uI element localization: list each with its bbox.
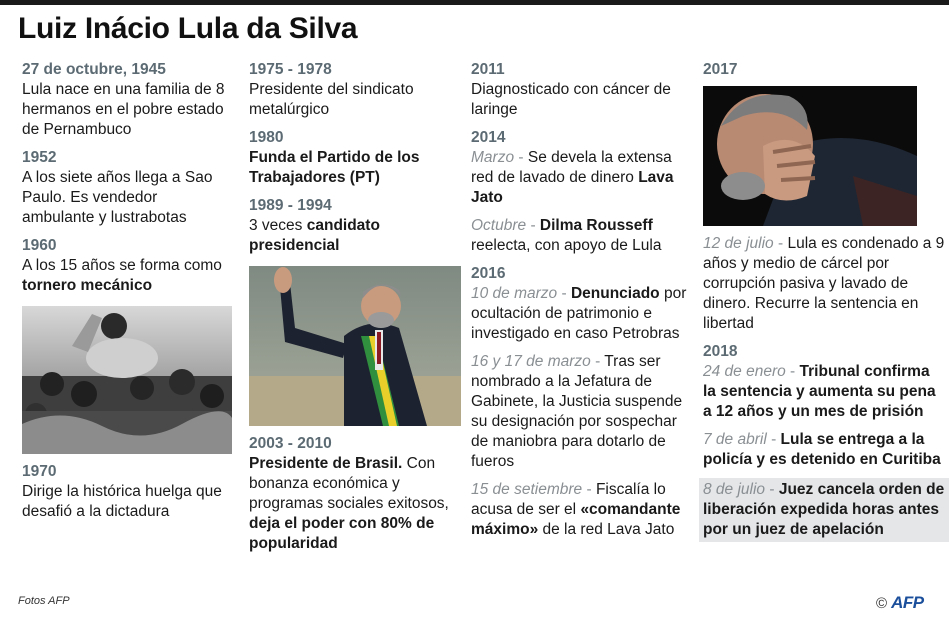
entry-text: A los 15 años se forma como tornero mecánico <box>22 257 222 294</box>
face-photo-image <box>703 86 917 226</box>
entry-text: Lula nace en una familia de 8 hermanos en el pobre estado de Pernambuco <box>22 81 225 138</box>
entry-text: Dirige la histórica huelga que desafió a la dictadura <box>22 483 222 520</box>
entry-year: 1960 <box>22 237 57 254</box>
afp-logo: AFP <box>891 593 924 612</box>
entry-year: 2017 <box>703 61 738 78</box>
entry-text: Marzo - Se devela la extensa red de lavado de dinero Lava Jato <box>471 149 674 206</box>
entry-text: 24 de enero - Tribunal confirma la sentencia y aumenta su pena a 12 años y un mes de prisión <box>703 363 936 420</box>
photo-lula-hand-on-face <box>703 86 917 226</box>
entry-text: 7 de abril - Lula se entrega a la policía y es detenido en Curitiba <box>703 431 941 468</box>
highlighted-entry: 8 de julio - Juez cancela orden de liberación expedida horas antes por un juez de apelación <box>699 478 949 542</box>
afp-branding <box>876 593 924 613</box>
entry-year: 2011 <box>471 61 505 78</box>
entry-text: 12 de julio - Lula es condenado a 9 años y medio de cárcel por corrupción pasiva y lavado de dinero. Recurre la sentencia en libertad <box>703 235 945 332</box>
timeline-column-3 <box>471 60 696 540</box>
entry-text: Presidente del sindicato metalúrgico <box>249 81 414 118</box>
crowd-photo-image <box>22 306 232 454</box>
page-title: Luiz Inácio Lula da Silva <box>18 12 358 45</box>
entry-text: 3 veces candidato presidencial <box>249 217 380 254</box>
photo-crowd-carrying-lula <box>22 306 232 454</box>
entry-text: Diagnosticado con cáncer de laringe <box>471 81 671 118</box>
entry-text: 16 y 17 de marzo - Tras ser nombrado a la Jefatura de Gabinete, la Justicia suspende su designación por sospechar de maniobra para dotarlo de fueros <box>471 353 683 470</box>
timeline-column-1 <box>22 60 232 522</box>
timeline-column-2 <box>249 60 461 554</box>
entry-year: 2016 <box>471 265 506 282</box>
photo-lula-waving-sash <box>249 266 461 426</box>
entry-year: 1975 - 1978 <box>249 61 332 78</box>
timeline-column-4 <box>703 60 945 542</box>
entry-text: Funda el Partido de los Trabajadores (PT) <box>249 149 420 186</box>
copyright-symbol: © <box>876 594 888 612</box>
entry-year: 1989 - 1994 <box>249 197 332 214</box>
top-rule <box>0 0 949 5</box>
entry-text: A los siete años llega a Sao Paulo. Es vendedor ambulante y lustrabotas <box>22 169 213 226</box>
entry-year: 1952 <box>22 149 57 166</box>
entry-text: Octubre - Dilma Rousseff reelecta, con apoyo de Lula <box>471 217 662 254</box>
entry-text: 15 de setiembre - Fiscalía lo acusa de ser el «comandante máximo» de la red Lava Jato <box>471 481 681 538</box>
entry-year: 1980 <box>249 129 284 146</box>
photo-credit: Fotos AFP <box>18 595 70 607</box>
entry-text: Presidente de Brasil. Con bonanza económica y programas sociales exitosos, deja el poder con 80% de popularidad <box>249 455 449 552</box>
entry-year: 2003 - 2010 <box>249 435 332 452</box>
entry-year: 2018 <box>703 343 738 360</box>
entry-text: 10 de marzo - Denunciado por ocultación de patrimonio e investigado en caso Petrobras <box>471 285 687 342</box>
entry-year: 1970 <box>22 463 57 480</box>
waving-photo-image <box>249 266 461 426</box>
entry-year: 27 de octubre, 1945 <box>22 61 166 78</box>
entry-year: 2014 <box>471 129 506 146</box>
